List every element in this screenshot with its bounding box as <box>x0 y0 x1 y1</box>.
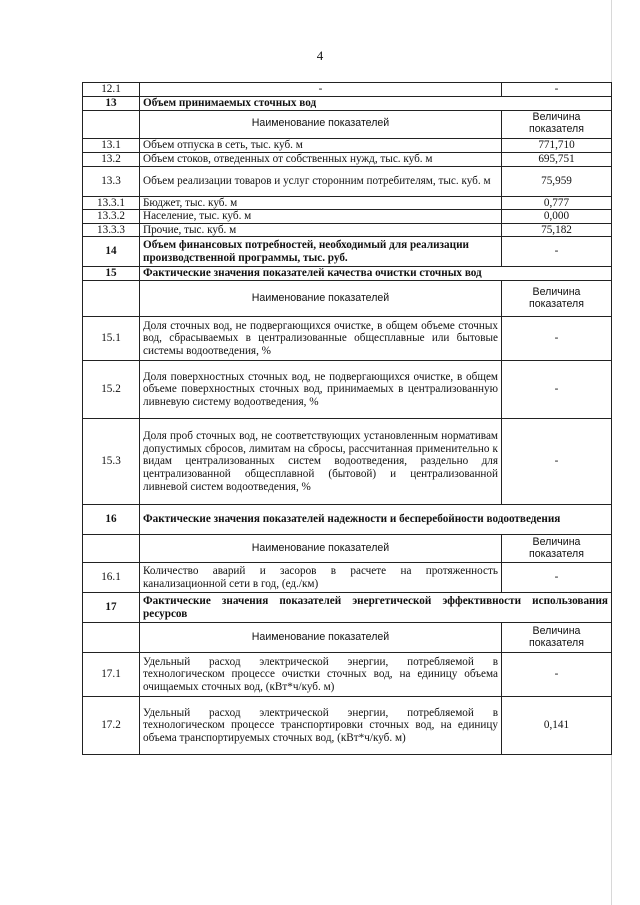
section-title: Объем принимаемых сточных вод <box>140 96 612 110</box>
table-row-12-1 <box>83 83 612 97</box>
row-number: 13.2 <box>83 152 140 166</box>
table-row-15-3 <box>83 419 612 505</box>
row-name: Объем отпуска в сеть, тыс. куб. м <box>140 138 502 152</box>
table-row-13-3-1 <box>83 196 612 210</box>
row-number: 13.3.3 <box>83 223 140 237</box>
row-number: 13.1 <box>83 138 140 152</box>
row-value: 75,959 <box>502 166 612 196</box>
section-title: Фактические значения показателей энергетической эффективности использования ресурсов <box>140 593 612 623</box>
row-number: 15.3 <box>83 419 140 505</box>
row-name: Население, тыс. куб. м <box>140 210 502 224</box>
row-number: 13.3.2 <box>83 210 140 224</box>
empty-cell <box>83 535 140 563</box>
row-value: 695,751 <box>502 152 612 166</box>
section-row-16 <box>83 505 612 535</box>
row-value: - <box>502 563 612 593</box>
row-value: - <box>502 419 612 505</box>
row-number: 13.3 <box>83 166 140 196</box>
row-number: 12.1 <box>83 83 140 97</box>
row-value: - <box>502 653 612 697</box>
column-header-name: Наименование показателей <box>140 623 502 653</box>
section-row-15 <box>83 267 612 281</box>
column-header-name: Наименование показателей <box>140 110 502 138</box>
empty-cell <box>83 281 140 317</box>
empty-cell <box>83 623 140 653</box>
table-row-13-3-3 <box>83 223 612 237</box>
row-name: Удельный расход электрической энергии, потребляемой в технологическом процессе очистки сточных вод, на единицу объема очищаемых сточных вод, (кВт*ч/куб. м) <box>140 653 502 697</box>
header-row-16 <box>83 535 612 563</box>
row-value: 0,141 <box>502 697 612 755</box>
section-number: 13 <box>83 96 140 110</box>
table-row-13-2 <box>83 152 612 166</box>
column-header-value: Величина показателя <box>502 623 612 653</box>
section-number: 15 <box>83 267 140 281</box>
row-value: 771,710 <box>502 138 612 152</box>
table-row-16-1 <box>83 563 612 593</box>
section-row-14 <box>83 237 612 267</box>
section-number: 16 <box>83 505 140 535</box>
row-name: Прочие, тыс. куб. м <box>140 223 502 237</box>
row-value: - <box>502 83 612 97</box>
row-number: 13.3.1 <box>83 196 140 210</box>
section-title: Фактические значения показателей качества очистки сточных вод <box>140 267 612 281</box>
column-header-name: Наименование показателей <box>140 281 502 317</box>
table-row-17-1 <box>83 653 612 697</box>
table-row-17-2 <box>83 697 612 755</box>
header-row-17 <box>83 623 612 653</box>
row-number: 17.1 <box>83 653 140 697</box>
table-row-15-1 <box>83 317 612 361</box>
section-row-17 <box>83 593 612 623</box>
row-value: - <box>502 237 612 267</box>
section-title: Объем финансовых потребностей, необходимый для реализации производственной программы, тыс. руб. <box>140 237 502 267</box>
row-name: Объем реализации товаров и услуг сторонним потребителям, тыс. куб. м <box>140 166 502 196</box>
row-value: - <box>502 317 612 361</box>
header-row-15 <box>83 281 612 317</box>
column-header-value: Величина показателя <box>502 281 612 317</box>
row-name: Доля поверхностных сточных вод, не подвергающихся очистке, в общем объеме поверхностных сточных вод, принимаемых в централизованную ливневую систему водоотведения, % <box>140 361 502 419</box>
column-header-name: Наименование показателей <box>140 535 502 563</box>
table-row-13-3 <box>83 166 612 196</box>
row-number: 16.1 <box>83 563 140 593</box>
row-value: 75,182 <box>502 223 612 237</box>
table-row-13-3-2 <box>83 210 612 224</box>
row-value: 0,777 <box>502 196 612 210</box>
row-name: Доля проб сточных вод, не соответствующих установленным нормативам допустимых сбросов, лимитам на сбросы, рассчитанная применительно к видам централизованных систем водоотведения, раздельно для централизованной общесплавной (бытовой) и централизованной ливневой систем водоотведения, % <box>140 419 502 505</box>
row-name: Удельный расход электрической энергии, потребляемой в технологическом процессе транспортировки сточных вод, на единицу объема транспортируемых сточных вод, (кВт*ч/куб. м) <box>140 697 502 755</box>
column-header-value: Величина показателя <box>502 535 612 563</box>
empty-cell <box>83 110 140 138</box>
table-row-15-2 <box>83 361 612 419</box>
page-number: 4 <box>316 48 324 63</box>
row-number: 15.1 <box>83 317 140 361</box>
row-name: Объем стоков, отведенных от собственных нужд, тыс. куб. м <box>140 152 502 166</box>
row-value: - <box>502 361 612 419</box>
section-row-13 <box>83 96 612 110</box>
row-number: 15.2 <box>83 361 140 419</box>
row-value: 0,000 <box>502 210 612 224</box>
row-name: Бюджет, тыс. куб. м <box>140 196 502 210</box>
row-name: Количество аварий и засоров в расчете на протяженность канализационной сети в год, (ед./км) <box>140 563 502 593</box>
section-number: 14 <box>83 237 140 267</box>
row-number: 17.2 <box>83 697 140 755</box>
column-header-value: Величина показателя <box>502 110 612 138</box>
indicators-table <box>82 82 612 755</box>
row-name: Доля сточных вод, не подвергающихся очистке, в общем объеме сточных вод, сбрасываемых в централизованные общесплавные или бытовые системы водоотведения, % <box>140 317 502 361</box>
row-name: - <box>140 83 502 97</box>
header-row-13 <box>83 110 612 138</box>
table-row-13-1 <box>83 138 612 152</box>
section-number: 17 <box>83 593 140 623</box>
section-title: Фактические значения показателей надежности и бесперебойности водоотведения <box>140 505 612 535</box>
